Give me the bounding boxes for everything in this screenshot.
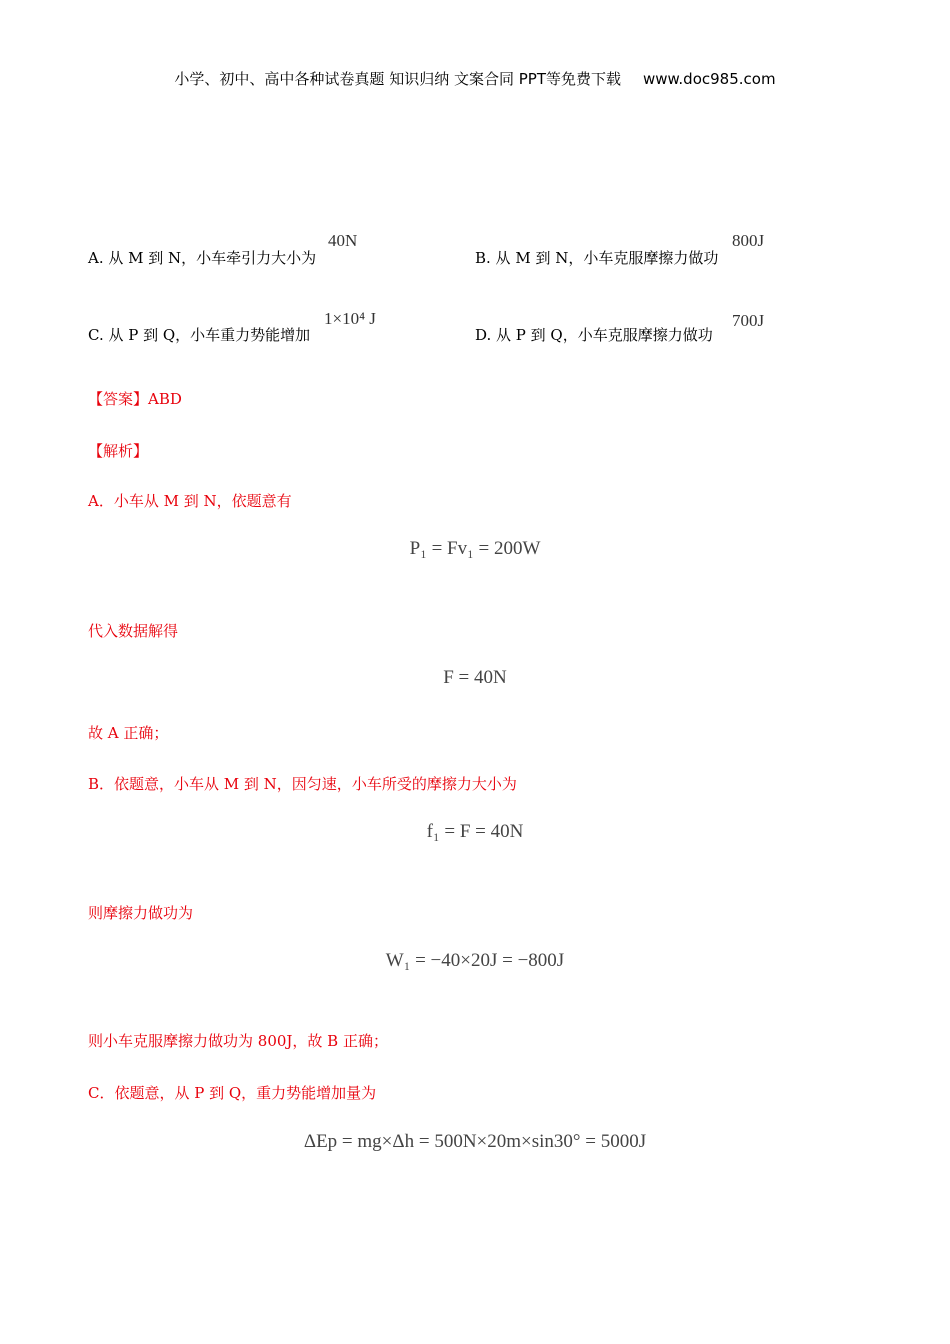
option-a-text: A. 从 M 到 N，小车牵引力大小为: [88, 249, 317, 267]
option-b: [475, 247, 718, 268]
option-d-text: D. 从 P 到 Q，小车克服摩擦力做功: [475, 326, 713, 344]
option-d-value: 700J: [732, 311, 765, 330]
step-a3: 故 A 正确；: [88, 724, 169, 742]
step-b3: 则小车克服摩擦力做功为 800J，故 B 正确；: [88, 1032, 388, 1050]
option-c-value: 1×10⁴ J: [324, 309, 376, 328]
step-c1: C．依题意，从 P 到 Q，重力势能增加量为: [88, 1084, 377, 1102]
step-a2: 代入数据解得: [88, 622, 179, 640]
analysis-label: 【解析】: [88, 442, 149, 460]
header-text: 小学、初中、高中各种试卷真题 知识归纳 文案合同 PPT等免费下载: [174, 70, 621, 88]
option-d: [475, 324, 713, 345]
option-b-value: 800J: [732, 231, 765, 250]
step-b1: B．依题意，小车从 M 到 N，因匀速，小车所受的摩擦力大小为: [88, 775, 517, 793]
option-c: [88, 324, 310, 345]
equation-3: f₁ = F = 40N: [426, 821, 524, 842]
header-url: www.doc985.com: [642, 70, 776, 88]
option-a-value: 40N: [328, 231, 358, 250]
equation-5: ΔEp = mg×Δh = 500N×20m×sin30° = 5000J: [303, 1131, 647, 1152]
step-b2: 则摩擦力做功为: [88, 904, 194, 922]
equation-4: W₁ = −40×20J = −800J: [385, 950, 565, 971]
page-header: [0, 68, 950, 89]
step-a1: A．小车从 M 到 N，依题意有: [88, 492, 292, 510]
option-b-text: B. 从 M 到 N，小车克服摩擦力做功: [475, 249, 719, 267]
answer-label: 【答案】ABD: [88, 390, 182, 408]
equation-1: P₁ = Fv₁ = 200W: [409, 538, 541, 559]
option-a: [88, 247, 316, 268]
option-c-text: C. 从 P 到 Q，小车重力势能增加: [88, 326, 311, 344]
equation-2: F = 40N: [443, 667, 507, 688]
